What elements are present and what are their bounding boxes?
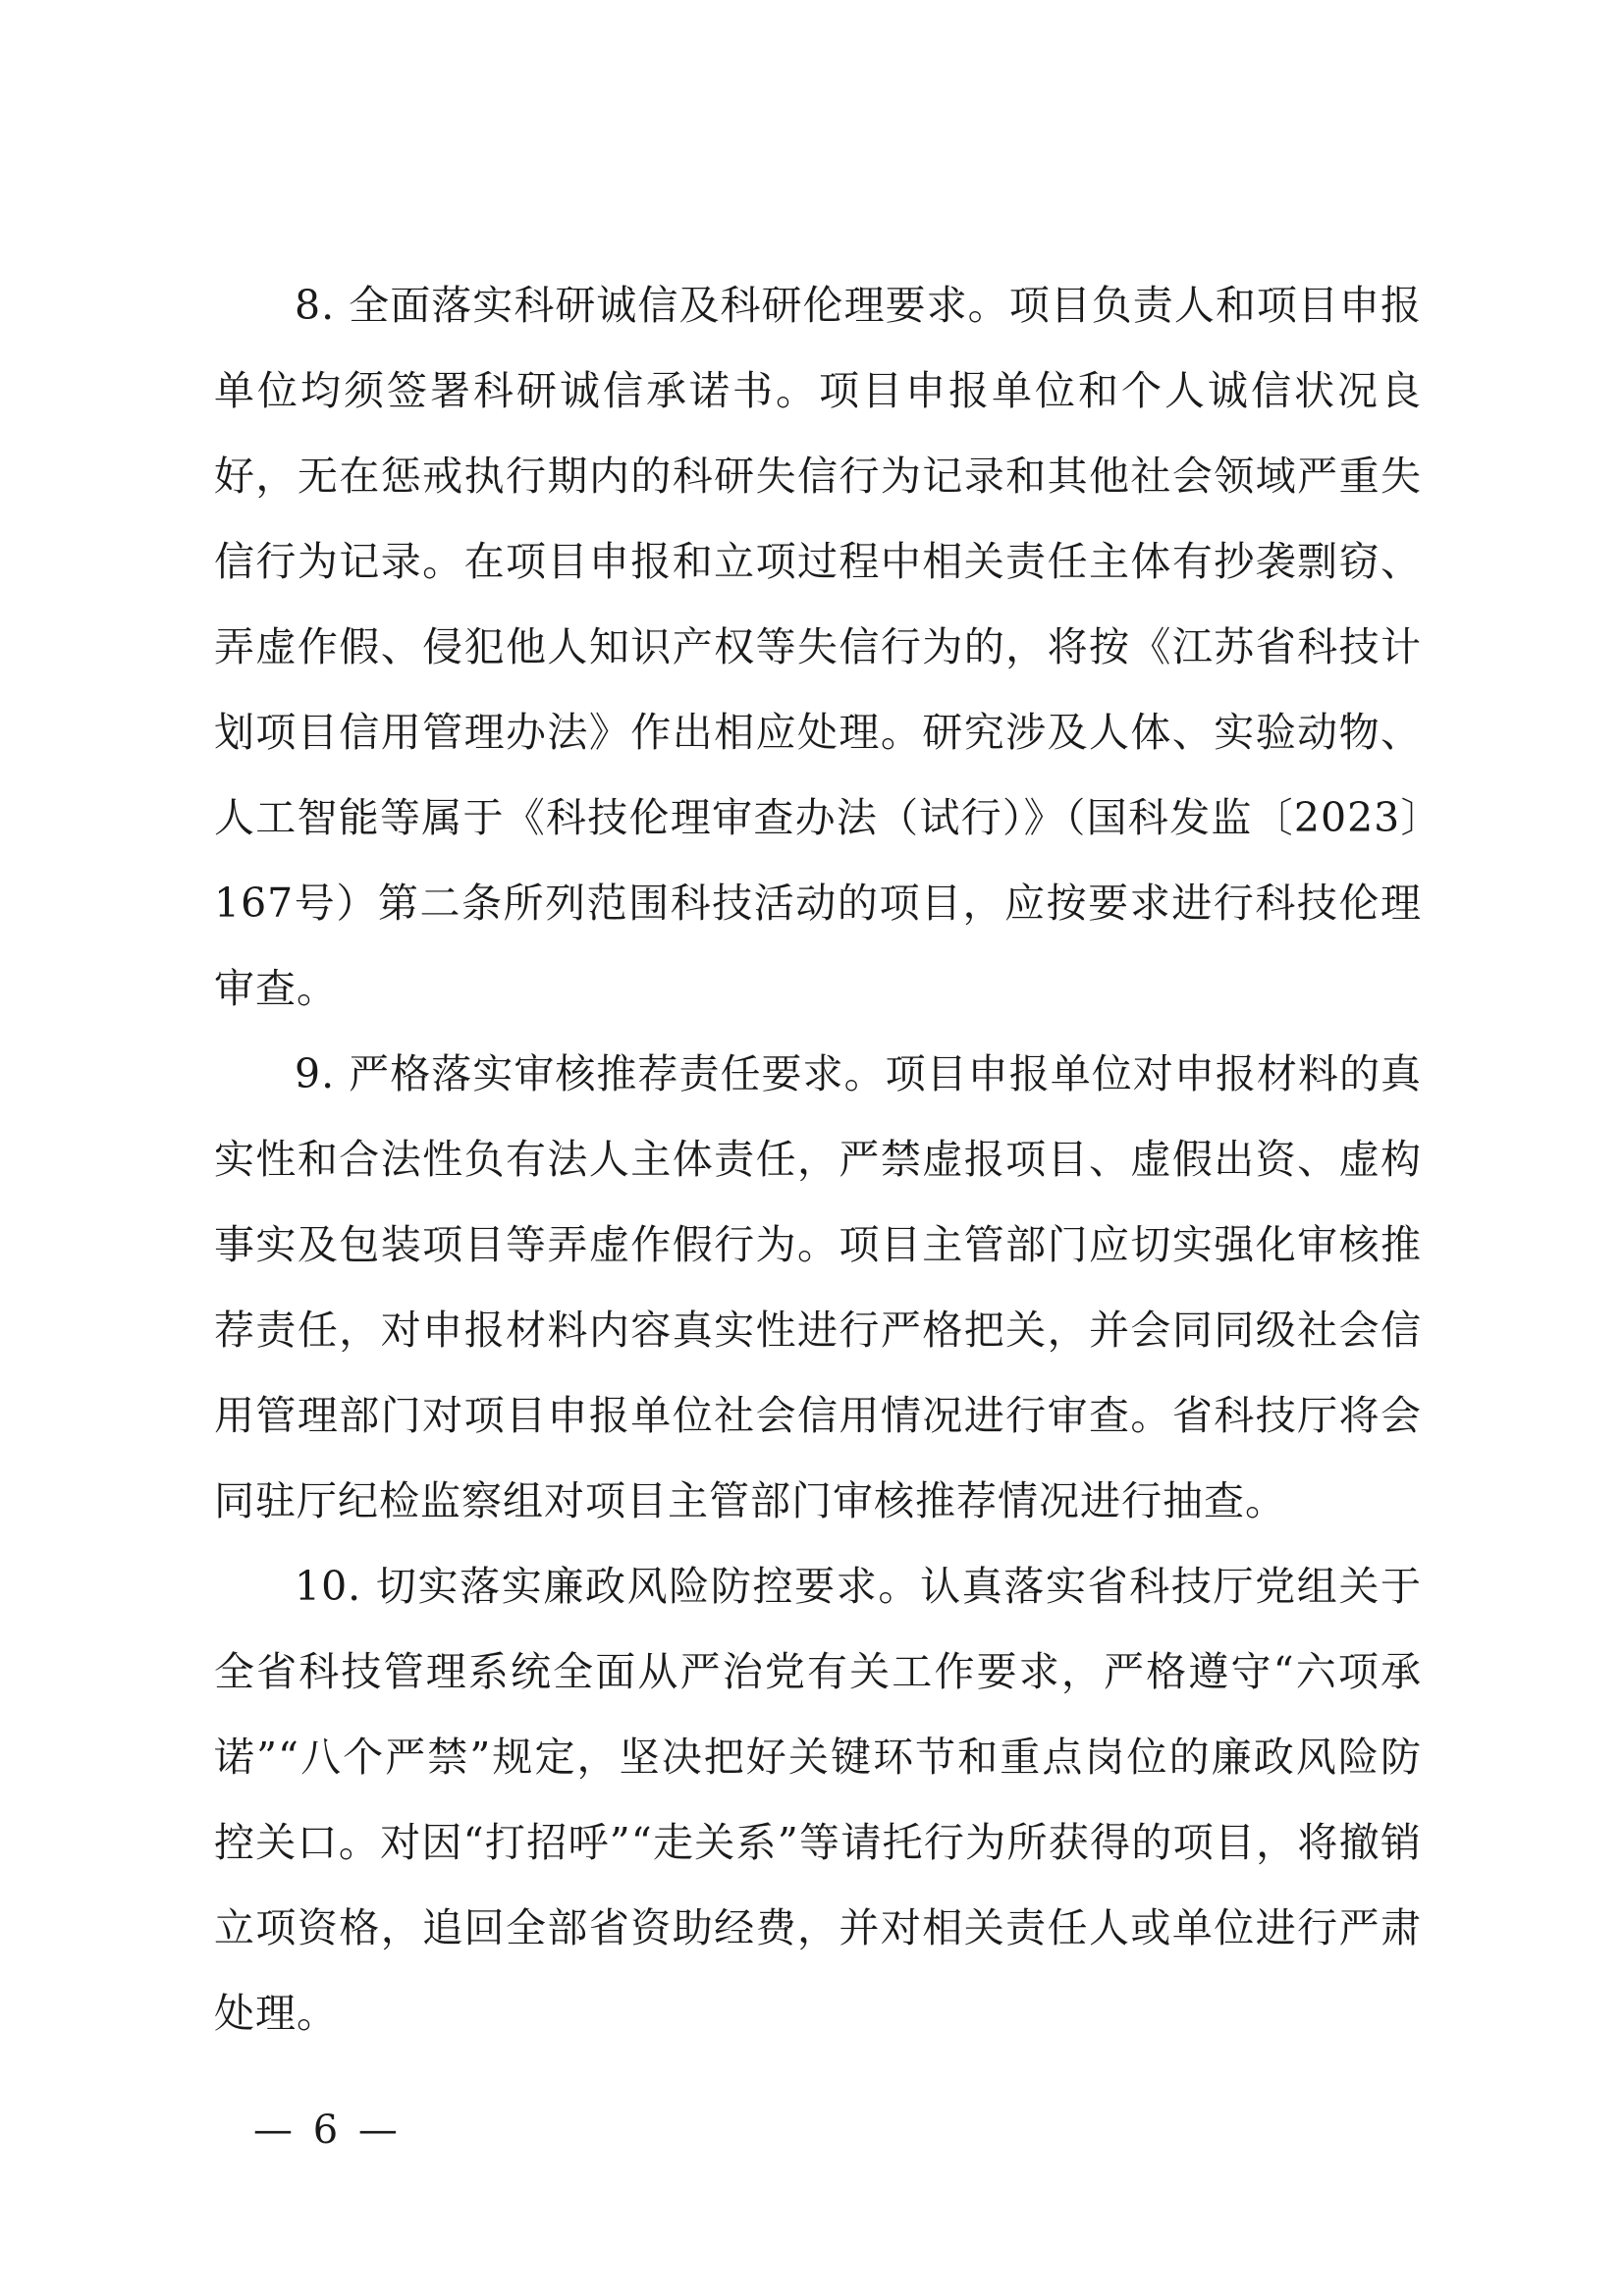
- body-text: [214, 263, 1422, 2056]
- page-number: — 6 —: [253, 2108, 402, 2153]
- paragraph-item-8: 8. 全面落实科研诚信及科研伦理要求。项目负责人和项目申报单位均须签署科研诚信承诺书。项目申报单位和个人诚信状况良好，无在惩戒执行期内的科研失信行为记录和其他社会领域严重失信行为记录。在项目申报和立项过程中相关责任主体有抄袭剽窃、弄虚作假、侵犯他人知识产权等失信行为的，将按《江苏省科技计划项目信用管理办法》作出相应处理。研究涉及人体、实验动物、人工智能等属于《科技伦理审查办法（试行）》（国科发监〔2023〕167号）第二条所列范围科技活动的项目，应按要求进行科技伦理审查。: [214, 282, 1422, 1012]
- paragraph-item-9: 9. 严格落实审核推荐责任要求。项目申报单位对申报材料的真实性和合法性负有法人主体责任，严禁虚报项目、虚假出资、虚构事实及包装项目等弄虚作假行为。项目主管部门应切实强化审核推荐责任，对申报材料内容真实性进行严格把关，并会同同级社会信用管理部门对项目申报单位社会信用情况进行审查。省科技厅将会同驻厅纪检监察组对项目主管部门审核推荐情况进行抽查。: [214, 1050, 1422, 1524]
- paragraph-item-10: 10. 切实落实廉政风险防控要求。认真落实省科技厅党组关于全省科技管理系统全面从严治党有关工作要求，严格遵守“六项承诺”“八个严禁”规定，坚决把好关键环节和重点岗位的廉政风险防控关口。对因“打招呼”“走关系”等请托行为所获得的项目，将撤销立项资格，追回全部省资助经费，并对相关责任人或单位进行严肃处理。: [214, 1563, 1422, 2037]
